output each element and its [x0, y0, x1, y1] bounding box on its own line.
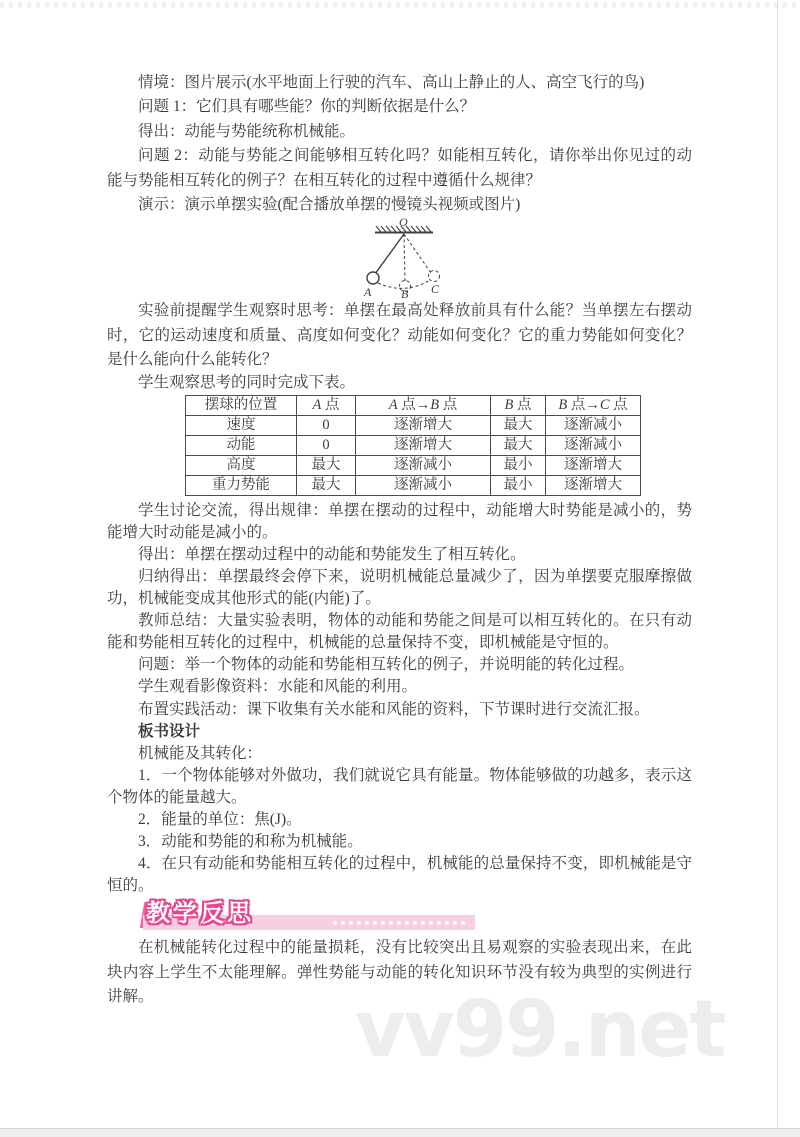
table-cell: 逐渐增大: [356, 435, 491, 455]
table-cell: 逐渐增大: [356, 415, 491, 435]
table-cell: 逐渐减小: [356, 455, 491, 475]
table-row: [186, 455, 641, 475]
discussion-paragraph: 教师总结：大量实验表明，物体的动能和势能之间是可以相互转化的。在只有动能和势能相互转化的过程中，机械能的总量保持不变，即机械能是守恒的。: [107, 612, 692, 652]
table-cell: 0: [297, 415, 356, 435]
pendulum-rod-b-dashed: [404, 234, 405, 282]
pendulum-table: [185, 395, 641, 496]
table-row: [186, 435, 641, 455]
observe-paragraph: 实验前提醒学生观察时思考：单摆在最高处释放前具有什么能？当单摆左右摆动时，它的运动速度和质量、高度如何变化？动能如何变化？它的重力势能如何变化？是什么能向什么能转化？: [107, 302, 692, 369]
intro-paragraph: 得出：动能与势能统称机械能。: [138, 122, 356, 140]
reflection-paragraph: 在机械能转化过程中的能量损耗，没有比较突出且易观察的实验表现出来，在此块内容上学生不太能理解。弹性势能与动能的转化知识环节没有较为典型的实例进行讲解。: [107, 939, 692, 1006]
table-header-cell: 摆球的位置: [186, 395, 297, 415]
table-cell: 逐渐减小: [546, 415, 641, 435]
table-cell: 逐渐增大: [546, 475, 641, 495]
table-intro-line: 学生观察思考的同时完成下表。: [138, 373, 356, 391]
pendulum-diagram: [345, 217, 467, 299]
table-cell: 高度: [186, 455, 297, 475]
table-cell: 最大: [297, 455, 356, 475]
board-design-point: 2．能量的单位：焦(J)。: [138, 810, 302, 828]
table-header-cell: A 点→B 点: [356, 395, 491, 415]
pendulum-ball-a: [367, 272, 379, 284]
discussion-paragraph: 问题：举一个物体的动能和势能相互转化的例子，并说明能的转化过程。: [138, 656, 635, 674]
banner-dots-decoration: [331, 920, 469, 926]
board-design-point: 1．一个物体能够对外做功，我们就说它具有能量。物体能够做的功越多，表示这个物体的能量越大。: [107, 766, 692, 806]
table-cell: 最大: [491, 415, 546, 435]
intro-paragraph: 演示：演示单摆实验(配合播放单摆的慢镜头视频或图片): [138, 196, 521, 214]
table-cell: 最大: [297, 475, 356, 495]
intro-paragraph: 情境：图片展示(水平地面上行驶的汽车、高山上静止的人、高空飞行的鸟): [138, 74, 645, 91]
watermark: vv99.net: [355, 985, 725, 1075]
table-row: [186, 415, 641, 435]
table-header-cell: A 点: [297, 395, 356, 415]
table-row: [186, 475, 641, 495]
board-design-point: 3．动能和势能的和称为机械能。: [138, 833, 363, 851]
board-design-heading: 板书设计: [138, 722, 201, 740]
window-bottom-bar: [0, 1128, 800, 1137]
table-cell: 最小: [491, 455, 546, 475]
table-cell: 逐渐增大: [546, 455, 641, 475]
table-cell: 0: [297, 435, 356, 455]
position-label-a: A: [364, 285, 372, 300]
discussion-paragraph: 得出：单摆在摆动过程中的动能和势能发生了相互转化。: [138, 545, 526, 563]
position-label-c: C: [431, 282, 440, 297]
pendulum-table-head: [186, 395, 641, 415]
discussion-paragraph: 学生观看影像资料：水能和风能的利用。: [138, 678, 418, 696]
discussion-paragraph: 学生讨论交流，得出规律：单摆在摆动的过程中，动能增大时势能是减小的，势能增大时动能是减小的。: [107, 501, 692, 541]
table-cell: 逐渐减小: [546, 435, 641, 455]
discussion-section: [107, 500, 692, 721]
discussion-paragraph: 归纳得出：单摆最终会停下来，说明机械能总量减少了，因为单摆要克服摩擦做功，机械能变成其他形式的能(内能)了。: [107, 567, 692, 608]
page-top-perforation: [0, 2, 800, 8]
table-cell: 最小: [491, 475, 546, 495]
page-edge-line: [777, 0, 778, 1137]
discussion-paragraph: 布置实践活动：课下收集有关水能和风能的资料，下节课时进行交流汇报。: [138, 700, 650, 718]
intro-section: [107, 71, 692, 217]
pendulum-rod-c-dashed: [404, 234, 431, 273]
document-page: [107, 71, 692, 1010]
table-header-cell: B 点: [491, 395, 546, 415]
table-header-cell: B 点→C 点: [546, 395, 641, 415]
pendulum-table-body: [186, 415, 641, 495]
reflection-banner: [141, 900, 477, 930]
board-design-point: 4．在只有动能和势能相互转化的过程中，机械能的总量保持不变，即机械能是守恒的。: [107, 855, 692, 895]
reflection-banner-title: 教学反思: [146, 900, 254, 928]
pendulum-rod: [375, 234, 404, 274]
board-design-points: [107, 765, 692, 898]
pendulum-pivot-label: O: [399, 217, 408, 230]
table-header-row: [186, 395, 641, 415]
board-design-subtitle: 机械能及其转化：: [138, 744, 263, 762]
table-cell: 速度: [186, 415, 297, 435]
table-cell: 逐渐减小: [356, 475, 491, 495]
table-cell: 重力势能: [186, 475, 297, 495]
intro-paragraph: 问题 1：它们具有哪些能？你的判断依据是什么？: [138, 98, 476, 116]
intro-paragraph: 问题 2：动能与势能之间能够相互转化吗？如能相互转化，请你举出你见过的动能与势能相互转化的例子？在相互转化的过程中遵循什么规律？: [107, 147, 692, 189]
table-cell: 最大: [491, 435, 546, 455]
position-label-b: B: [401, 287, 409, 300]
table-cell: 动能: [186, 435, 297, 455]
